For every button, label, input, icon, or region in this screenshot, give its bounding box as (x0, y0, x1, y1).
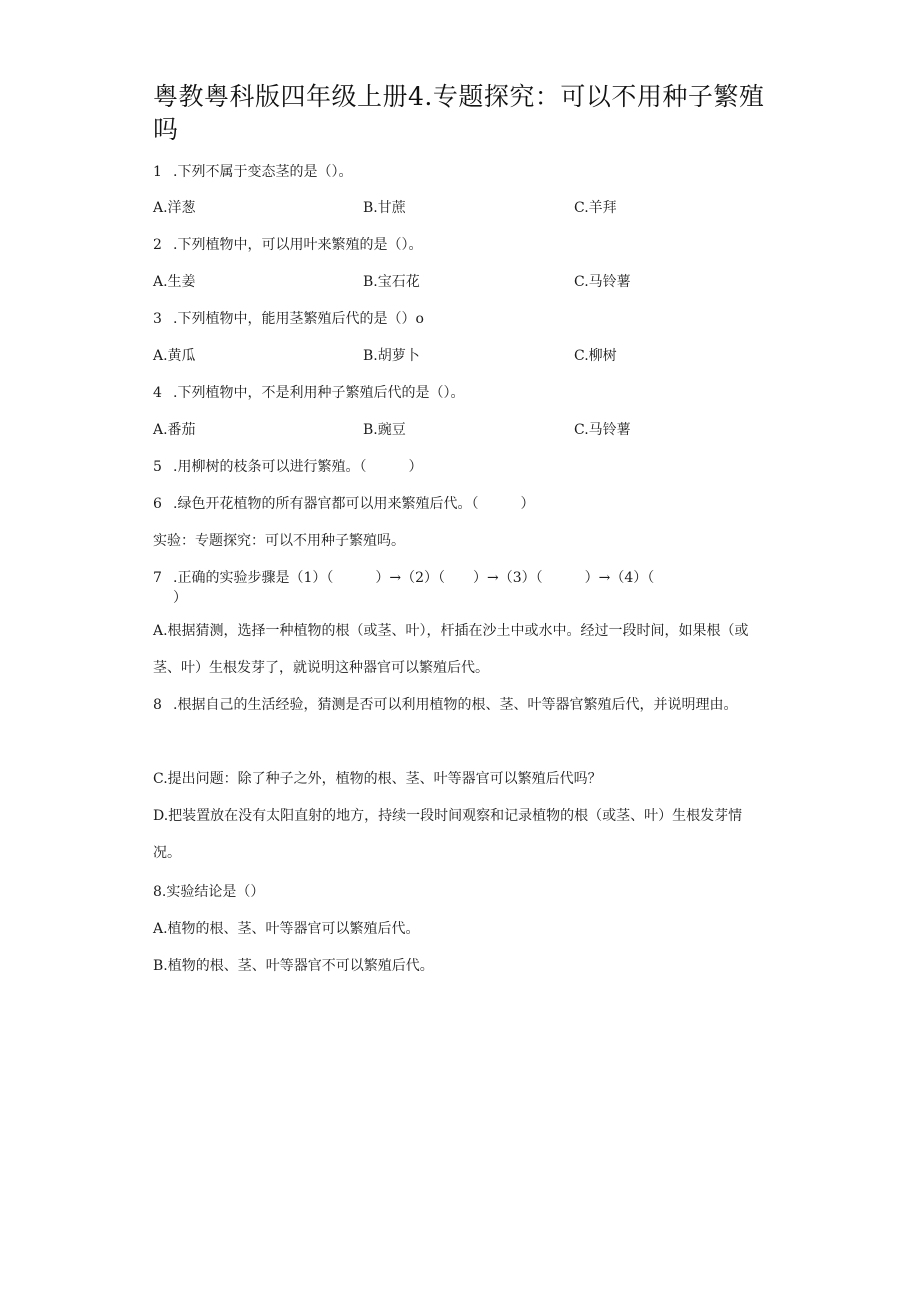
conclusion-option-a: A.植物的根、茎、叶等器官可以繁殖后代。 (153, 921, 420, 937)
question-7 (153, 568, 654, 588)
question-text: .下列不属于变态茎的是（）。 (173, 164, 353, 180)
question-2-options (153, 272, 773, 292)
experiment-heading: 实验：专题探究：可以不用种子繁殖吗。 (153, 533, 405, 549)
option-c: C.柳树 (574, 348, 617, 364)
question-4 (153, 383, 464, 403)
option-c: C.马铃薯 (574, 274, 631, 290)
option-a: A.黄瓜 (153, 348, 196, 364)
question-7-tail: ） (173, 590, 187, 606)
option-c: C.马铃薯 (574, 422, 631, 438)
question-3-options (153, 346, 773, 366)
question-text: .下列植物中，能用茎繁殖后代的是（）o (173, 311, 424, 327)
step-d: D.把装置放在没有太阳直射的地方，持续一段时间观察和记录植物的根（或茎、叶）生根发芽情况。 (153, 808, 743, 861)
question-number: 2 (153, 237, 162, 253)
option-b: B.甘蔗 (363, 200, 406, 216)
step-c: C.提出问题：除了种子之外，植物的根、茎、叶等器官可以繁殖后代吗？ (153, 771, 602, 787)
question-number: 4 (153, 385, 162, 401)
question-text: .下列植物中，不是利用种子繁殖后代的是（）。 (173, 385, 465, 401)
question-8-conclusion: 8.实验结论是（） (153, 884, 265, 900)
option-b: B.豌豆 (363, 422, 406, 438)
question-number: 3 (153, 311, 162, 327)
question-number: 7 (153, 570, 162, 586)
question-4-options (153, 420, 773, 440)
question-text: .根据自己的生活经验，猜测是否可以利用植物的根、茎、叶等器官繁殖后代，并说明理由。 (173, 697, 738, 713)
question-1 (153, 162, 352, 182)
conclusion-option-b: B.植物的根、茎、叶等器官不可以繁殖后代。 (153, 958, 434, 974)
option-b: B.宝石花 (363, 274, 420, 290)
option-a: A.洋葱 (153, 200, 196, 216)
page-title: 粤教粤科版四年级上册4.专题探究：可以不用种子繁殖吗 (153, 82, 765, 144)
option-b: B.胡萝卜 (363, 348, 420, 364)
question-number: 5 (153, 459, 162, 475)
question-text: .用柳树的枝条可以进行繁殖。（ ） (173, 459, 423, 475)
option-c: C.羊拜 (574, 200, 617, 216)
question-6 (153, 494, 534, 514)
question-8-guess (153, 687, 759, 724)
question-2 (153, 235, 422, 255)
question-1-options (153, 198, 773, 218)
option-a: A.生姜 (153, 274, 196, 290)
option-a: A.番茄 (153, 422, 196, 438)
question-number: 1 (153, 164, 162, 180)
question-text: .正确的实验步骤是（1）（ ）→（2）（ ）→（3）（ ）→（4）（ (173, 570, 655, 586)
question-number: 8 (153, 697, 162, 713)
question-text: .绿色开花植物的所有器官都可以用来繁殖后代。（ ） (173, 496, 535, 512)
question-text: .下列植物中，可以用叶来繁殖的是（）。 (173, 237, 423, 253)
question-number: 6 (153, 496, 162, 512)
step-a: A.根据猜测，选择一种植物的根（或茎、叶），杆插在沙土中或水中。经过一段时间，如果根（或茎、叶）生根发芽了，就说明这种器官可以繁殖后代。 (153, 623, 749, 676)
question-5 (153, 457, 422, 477)
question-3 (153, 309, 424, 329)
